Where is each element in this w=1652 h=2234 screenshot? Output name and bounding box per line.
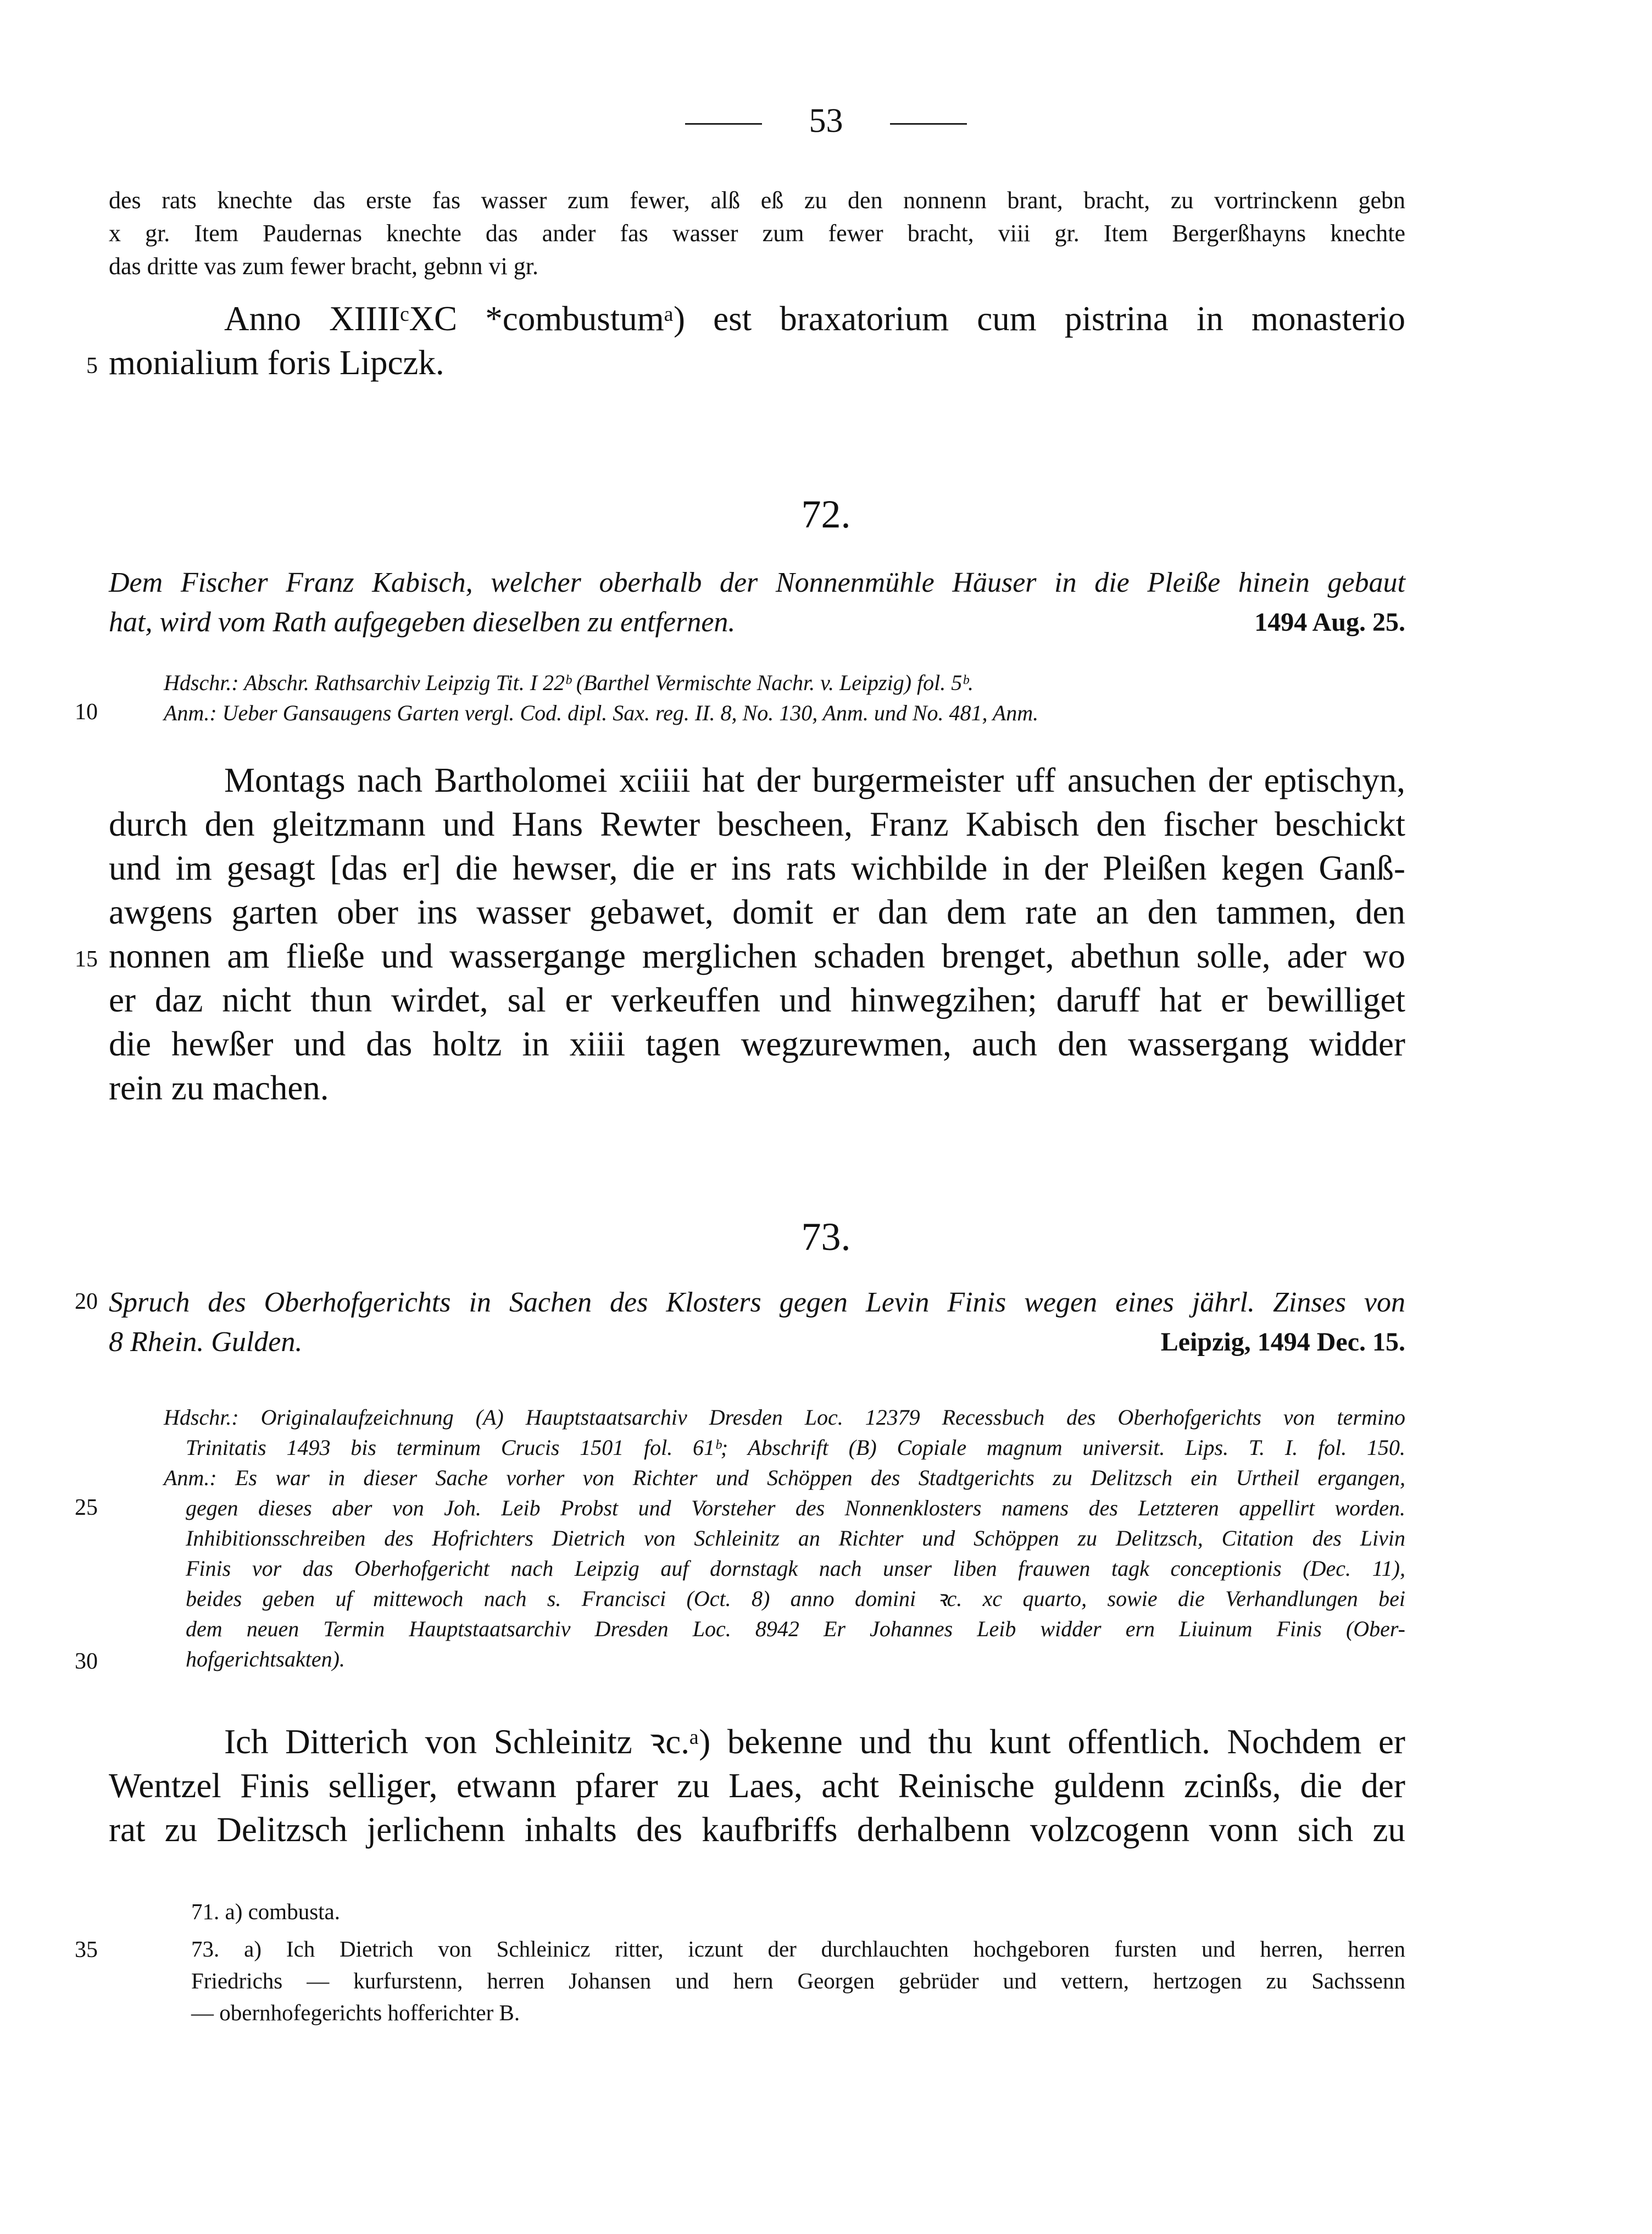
text-line: rein zu machen.	[109, 1069, 329, 1107]
text-line: rat zu Delitzsch jerlichenn inhalts des kaufbriffs derhalbenn volzcogenn vonn sich zu	[109, 1810, 1405, 1849]
text-line: die hewßer und das holtz in xiiii tagen wegzurewmen, auch den wassergang widder	[109, 1025, 1405, 1063]
page-number: 53	[809, 102, 843, 140]
text-line: nonnen am fließe und wassergange merglichen schaden brenget, abethun solle, ader wo	[109, 937, 1405, 975]
line-number: 15	[75, 947, 98, 972]
doc72-number: 72.	[801, 492, 851, 536]
line-number: 5	[86, 353, 98, 379]
regest-text: hat, wird vom Rath aufgegeben dieselben zu entfernen.	[109, 607, 736, 638]
regest-line: Spruch des Oberhofgerichts in Sachen des Klosters gegen Levin Finis wegen eines jährl. Zinses von	[109, 1287, 1405, 1318]
text-line: er daz nicht thun wirdet, sal er verkeuffen und hinwegzihen; daruff hat er bewilliget	[109, 981, 1405, 1019]
apparatus-line: hofgerichtsakten).	[186, 1647, 345, 1671]
doc73-text	[109, 1720, 1405, 1852]
anm: Anm.: Ueber Gansaugens Garten vergl. Cod. dipl. Sax. reg. II. 8, No. 130, Anm. und No. 481, Anm.	[164, 701, 1039, 725]
apparatus-line: Anm.: Es war in dieser Sache vorher von Richter und Schöppen des Stadtgerichts zu Delitzsch ein Urtheil ergangen,	[164, 1465, 1405, 1490]
regest-line-2	[109, 603, 1405, 642]
footnote-71: 71. a) combusta.	[191, 1899, 340, 1924]
footnote-73-line: Friedrichs — kurfurstenn, herren Johansen und hern Georgen gebrüder und vettern, hertzogen zu Sachssenn	[191, 1968, 1405, 1993]
text-line: durch den gleitzmann und Hans Rewter bescheen, Franz Kabisch den fischer beschickt	[109, 805, 1405, 843]
apparatus-line: beides geben uf mittewoch nach s. Francisci (Oct. 8) anno domini ꝛc. xc quarto, sowie die Verhandlungen bei	[186, 1586, 1405, 1611]
footnote-73-line: — obernhofegerichts hofferichter B.	[191, 2000, 520, 2025]
regest-line-2	[109, 1322, 1405, 1362]
header-rule-right	[890, 123, 967, 125]
doc73-regest	[109, 1283, 1405, 1362]
doc73-date: Leipzig, 1494 Dec. 15.	[1160, 1327, 1405, 1357]
doc72-regest	[109, 563, 1405, 642]
apparatus-line: Finis vor das Oberhofgericht nach Leipzig auf dornstagk nach unser liben frauwen tagk conceptionis (Dec. 11),	[186, 1556, 1405, 1581]
regest-text: 8 Rhein. Gulden.	[109, 1326, 303, 1358]
text-line: Wentzel Finis selliger, etwann pfarer zu Laes, acht Reinische guldenn zcinßs, die der	[109, 1766, 1405, 1805]
anno-line: monialium foris Lipczk.	[109, 343, 444, 382]
line-number: 30	[75, 1649, 98, 1674]
regest-line: Dem Fischer Franz Kabisch, welcher oberhalb der Nonnenmühle Häuser in die Pleiße hinein gebaut	[109, 567, 1405, 598]
apparatus-line: Trinitatis 1493 bis terminum Crucis 1501 fol. 61ᵇ; Abschrift (B) Copiale magnum universit. Lips. T. I. fol. 150.	[186, 1435, 1405, 1460]
text-line: awgens garten ober ins wasser gebawet, domit er dan dem rate an den tammen, den	[109, 893, 1405, 931]
anno-line: Anno XIIIIᶜXC *combustumᵃ) est braxatorium cum pistrina in monasterio	[224, 299, 1405, 338]
apparatus-line: dem neuen Termin Hauptstaatsarchiv Dresden Loc. 8942 Er Johannes Leib widder ern Liuinum Finis (Ober-	[186, 1616, 1405, 1641]
header-rule-left	[685, 123, 762, 125]
hdschr: Hdschr.: Abschr. Rathsarchiv Leipzig Tit. I 22ᵇ (Barthel Vermischte Nachr. v. Leipzig) fol. 5ᵇ.	[164, 670, 974, 695]
apparatus-line: gegen dieses aber von Joh. Leib Probst und Vorsteher des Nonnenklosters namens des Letzteren appellirt worden.	[186, 1496, 1405, 1520]
doc73-number: 73.	[801, 1215, 851, 1259]
text-line: Montags nach Bartholomei xciiii hat der burgermeister uff ansuchen der eptischyn,	[224, 761, 1405, 799]
footnote-73-line: 73. a) Ich Dietrich von Schleinicz ritter, iczunt der durchlauchten hochgeboren fursten und herren, herren	[191, 1936, 1405, 1961]
line-number: 10	[75, 699, 98, 725]
text-line: und im gesagt [das er] die hewser, die er ins rats wichbilde in der Pleißen kegen Ganß-	[109, 849, 1405, 887]
line-number: 20	[75, 1289, 98, 1314]
doc72-text	[109, 758, 1405, 1110]
doc73-apparatus	[109, 1402, 1405, 1674]
doc71-line: das dritte vas zum fewer bracht, gebnn vi gr.	[109, 253, 538, 280]
text-line: Ich Ditterich von Schleinitz ꝛc.ᵃ) bekenne und thu kunt offentlich. Nochdem er	[224, 1722, 1405, 1761]
doc71-line: des rats knechte das erste fas wasser zum fewer, alß eß zu den nonnenn brant, bracht, zu vortrinckenn gebn	[109, 187, 1405, 214]
footnotes	[109, 1896, 1405, 2029]
page-header	[0, 102, 1652, 141]
doc71-continuation	[109, 184, 1405, 283]
doc71-anno	[109, 297, 1405, 385]
apparatus-line: Inhibitionsschreiben des Hofrichters Dietrich von Schleinitz an Richter und Schöppen zu Delitzsch, Citation des Livin	[186, 1526, 1405, 1551]
doc71-line: x gr. Item Paudernas knechte das ander fas wasser zum fewer bracht, viii gr. Item Bergerßhayns knechte	[109, 220, 1405, 247]
doc72-date: 1494 Aug. 25.	[1254, 608, 1405, 637]
line-number: 25	[75, 1495, 98, 1520]
apparatus-line: Hdschr.: Originalaufzeichnung (A) Hauptstaatsarchiv Dresden Loc. 12379 Recessbuch des Oberhofgerichts von termino	[164, 1405, 1405, 1430]
line-number: 35	[75, 1937, 98, 1963]
doc72-apparatus	[109, 668, 1405, 728]
